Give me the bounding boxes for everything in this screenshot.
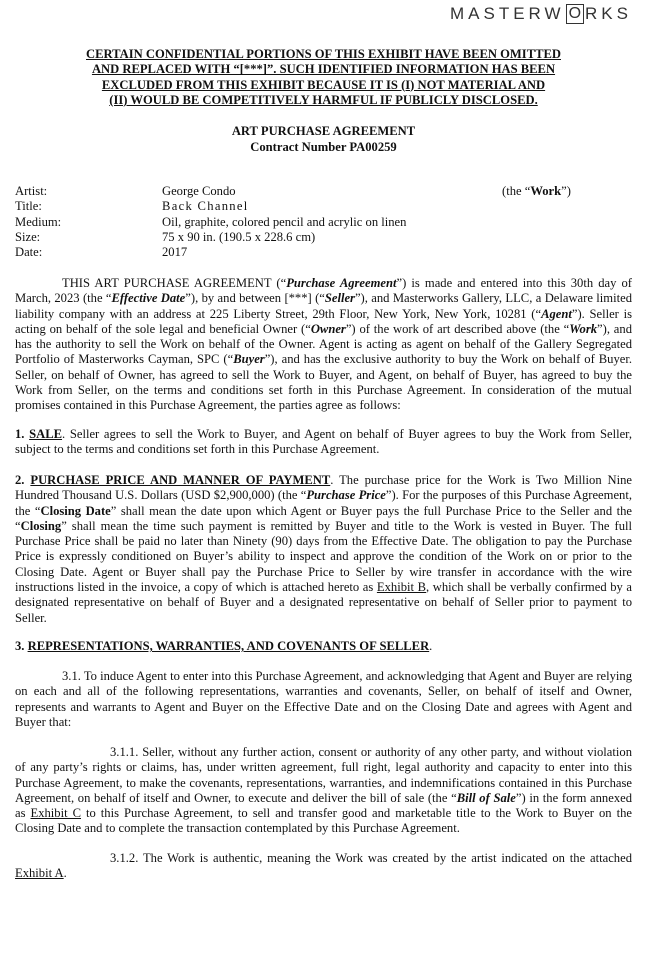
masterworks-logo bbox=[450, 4, 632, 24]
section-heading-purchase-price: PURCHASE PRICE AND MANNER OF PAYMENT bbox=[30, 473, 331, 487]
detail-row-artist bbox=[15, 184, 632, 199]
title-value: Back Channel bbox=[162, 199, 249, 214]
contract-number: Contract Number PA00259 bbox=[250, 139, 397, 154]
intro-paragraph: THIS ART PURCHASE AGREEMENT (“Purchase Agreement”) is made and entered into this 30th day of March, 2023 (the “Effective Date”), by and between [***] (“Seller”), and Masterworks Gallery, LLC, a Delaware limited liability company with an address at 225 Liberty Street, 29th Floor, New York, New York, 10281 (“Agent”). Seller is acting on behalf of the sole legal and beneficial Owner (“Owner”) of the work of art described above (the “Work”), and has the authority to sell the Work on behalf of the Owner. Agent is acting as agent on behalf of the Gallery Segregated Portfolio of Masterworks Cayman, SPC (“Buyer”), and has the exclusive authority to buy the Work on behalf of Buyer. Seller, on behalf of Owner, has agreed to sell the Work to Buyer, and Agent, on behalf of Buyer, has agreed to buy the Work from Seller, on the terms and conditions set forth in this Purchase Agreement. In consideration of the mutual promises contained in this Purchase Agreement, the parties agree as follows: bbox=[15, 276, 633, 413]
size-value: 75 x 90 in. (190.5 x 228.6 cm) bbox=[162, 229, 316, 244]
detail-row-title bbox=[15, 199, 632, 214]
artist-label: Artist: bbox=[15, 184, 48, 198]
detail-row-date bbox=[15, 245, 632, 260]
section-1-sale: 1. SALE. Seller agrees to sell the Work to Buyer, and Agent on behalf of Buyer agrees to buy the Work from Seller, subject to the terms and conditions set forth in this Purchase Agreement. bbox=[15, 427, 633, 457]
section-3-1-2: 3.1.2. The Work is authentic, meaning the Work was created by the artist indicated on the attached Exhibit A. bbox=[15, 851, 632, 881]
section-3-heading: 3. REPRESENTATIONS, WARRANTIES, AND COVENANTS OF SELLER. bbox=[15, 639, 433, 653]
notice-line: (II) WOULD BE COMPETITIVELY HARMFUL IF PUBLICLY DISCLOSED. bbox=[109, 92, 538, 107]
title-label: Title: bbox=[15, 199, 42, 214]
date-label: Date: bbox=[15, 245, 43, 260]
work-definition: (the “Work”) bbox=[502, 184, 571, 198]
agreement-title-block bbox=[15, 124, 632, 155]
notice-line: CERTAIN CONFIDENTIAL PORTIONS OF THIS EXHIBIT HAVE BEEN OMITTED bbox=[86, 47, 561, 61]
medium-label: Medium: bbox=[15, 214, 62, 229]
section-3-1-1: 3.1.1. Seller, without any further action, consent or authority of any other party, and without violation of any party’s rights or claims, has, under written agreement, full right, legal authority and capacity to enter into this Purchase Agreement, to make the covenants, representations, warranties, and indemnifications contained in this Purchase Agreement, on behalf of itself and Owner, to execute and deliver the bill of sale (the “Bill of Sale”) in the form annexed as Exhibit C to this Purchase Agreement, to sell and transfer good and marketable title to the Work to Buyer on the Closing Date and to complete the transaction contemplated by this Purchase Agreement. bbox=[15, 745, 633, 836]
logo-text-right: RKS bbox=[585, 4, 632, 23]
artist-value: George Condo bbox=[162, 184, 236, 198]
date-value: 2017 bbox=[162, 245, 188, 260]
logo-boxed-letter: O bbox=[566, 4, 584, 24]
exhibit-a-link[interactable]: Exhibit A bbox=[15, 866, 64, 881]
section-heading-sale: SALE bbox=[29, 427, 63, 441]
detail-row-size bbox=[15, 230, 632, 245]
section-3-1: 3.1. To induce Agent to enter into this Purchase Agreement, and acknowledging that Agent and Buyer are relying on each and all of the following representations, warranties and covenants, Seller, on behalf of itself and Owner, represents and warrants to Agent and Buyer on the Effective Date and on the Closing Date and agrees with Agent and Buyer that: bbox=[15, 669, 632, 729]
exhibit-b-link[interactable]: Exhibit B bbox=[376, 580, 426, 595]
notice-line: EXCLUDED FROM THIS EXHIBIT BECAUSE IT IS (I) NOT MATERIAL AND bbox=[101, 77, 546, 92]
artwork-details bbox=[15, 184, 632, 260]
size-label: Size: bbox=[15, 229, 41, 244]
agreement-title: ART PURCHASE AGREEMENT bbox=[231, 124, 416, 138]
section-heading-representations: REPRESENTATIONS, WARRANTIES, AND COVENANTS OF SELLER bbox=[27, 639, 430, 653]
confidentiality-notice bbox=[15, 47, 632, 108]
detail-row-medium bbox=[15, 215, 632, 230]
section-2-purchase-price: 2. PURCHASE PRICE AND MANNER OF PAYMENT. The purchase price for the Work is Two Million Nine Hundred Thousand U.S. Dollars (USD $2,900,000) (the “Purchase Price”). For the purposes of this Purchase Agreement, the “Closing Date” shall mean the date upon which Agent or Buyer pays the full Purchase Price to the Seller and the “Closing” shall mean the time such payment is remitted by Buyer and title to the Work is vested in Buyer. The full Purchase Price shall be paid no later than Ninety (90) days from the Effective Date. The obligation to pay the Purchase Price is expressly conditioned on Buyer’s ability to inspect and approve the condition of the Work on or prior to the Closing Date. Agent or Buyer shall pay the Purchase Price to Seller by wire transfer in accordance with the wire instructions listed in the invoice, a copy of which is attached hereto as Exhibit B, which shall be verbally confirmed by a designated representative on behalf of Buyer and a designated representative on behalf of Seller prior to payment to Seller. bbox=[15, 473, 633, 625]
exhibit-c-link[interactable]: Exhibit C bbox=[30, 806, 81, 821]
medium-value: Oil, graphite, colored pencil and acrylic on linen bbox=[162, 214, 407, 229]
logo-text-left: MASTERW bbox=[450, 4, 565, 23]
notice-line: AND REPLACED WITH “[***]”. SUCH IDENTIFIED INFORMATION HAS BEEN bbox=[91, 62, 556, 77]
